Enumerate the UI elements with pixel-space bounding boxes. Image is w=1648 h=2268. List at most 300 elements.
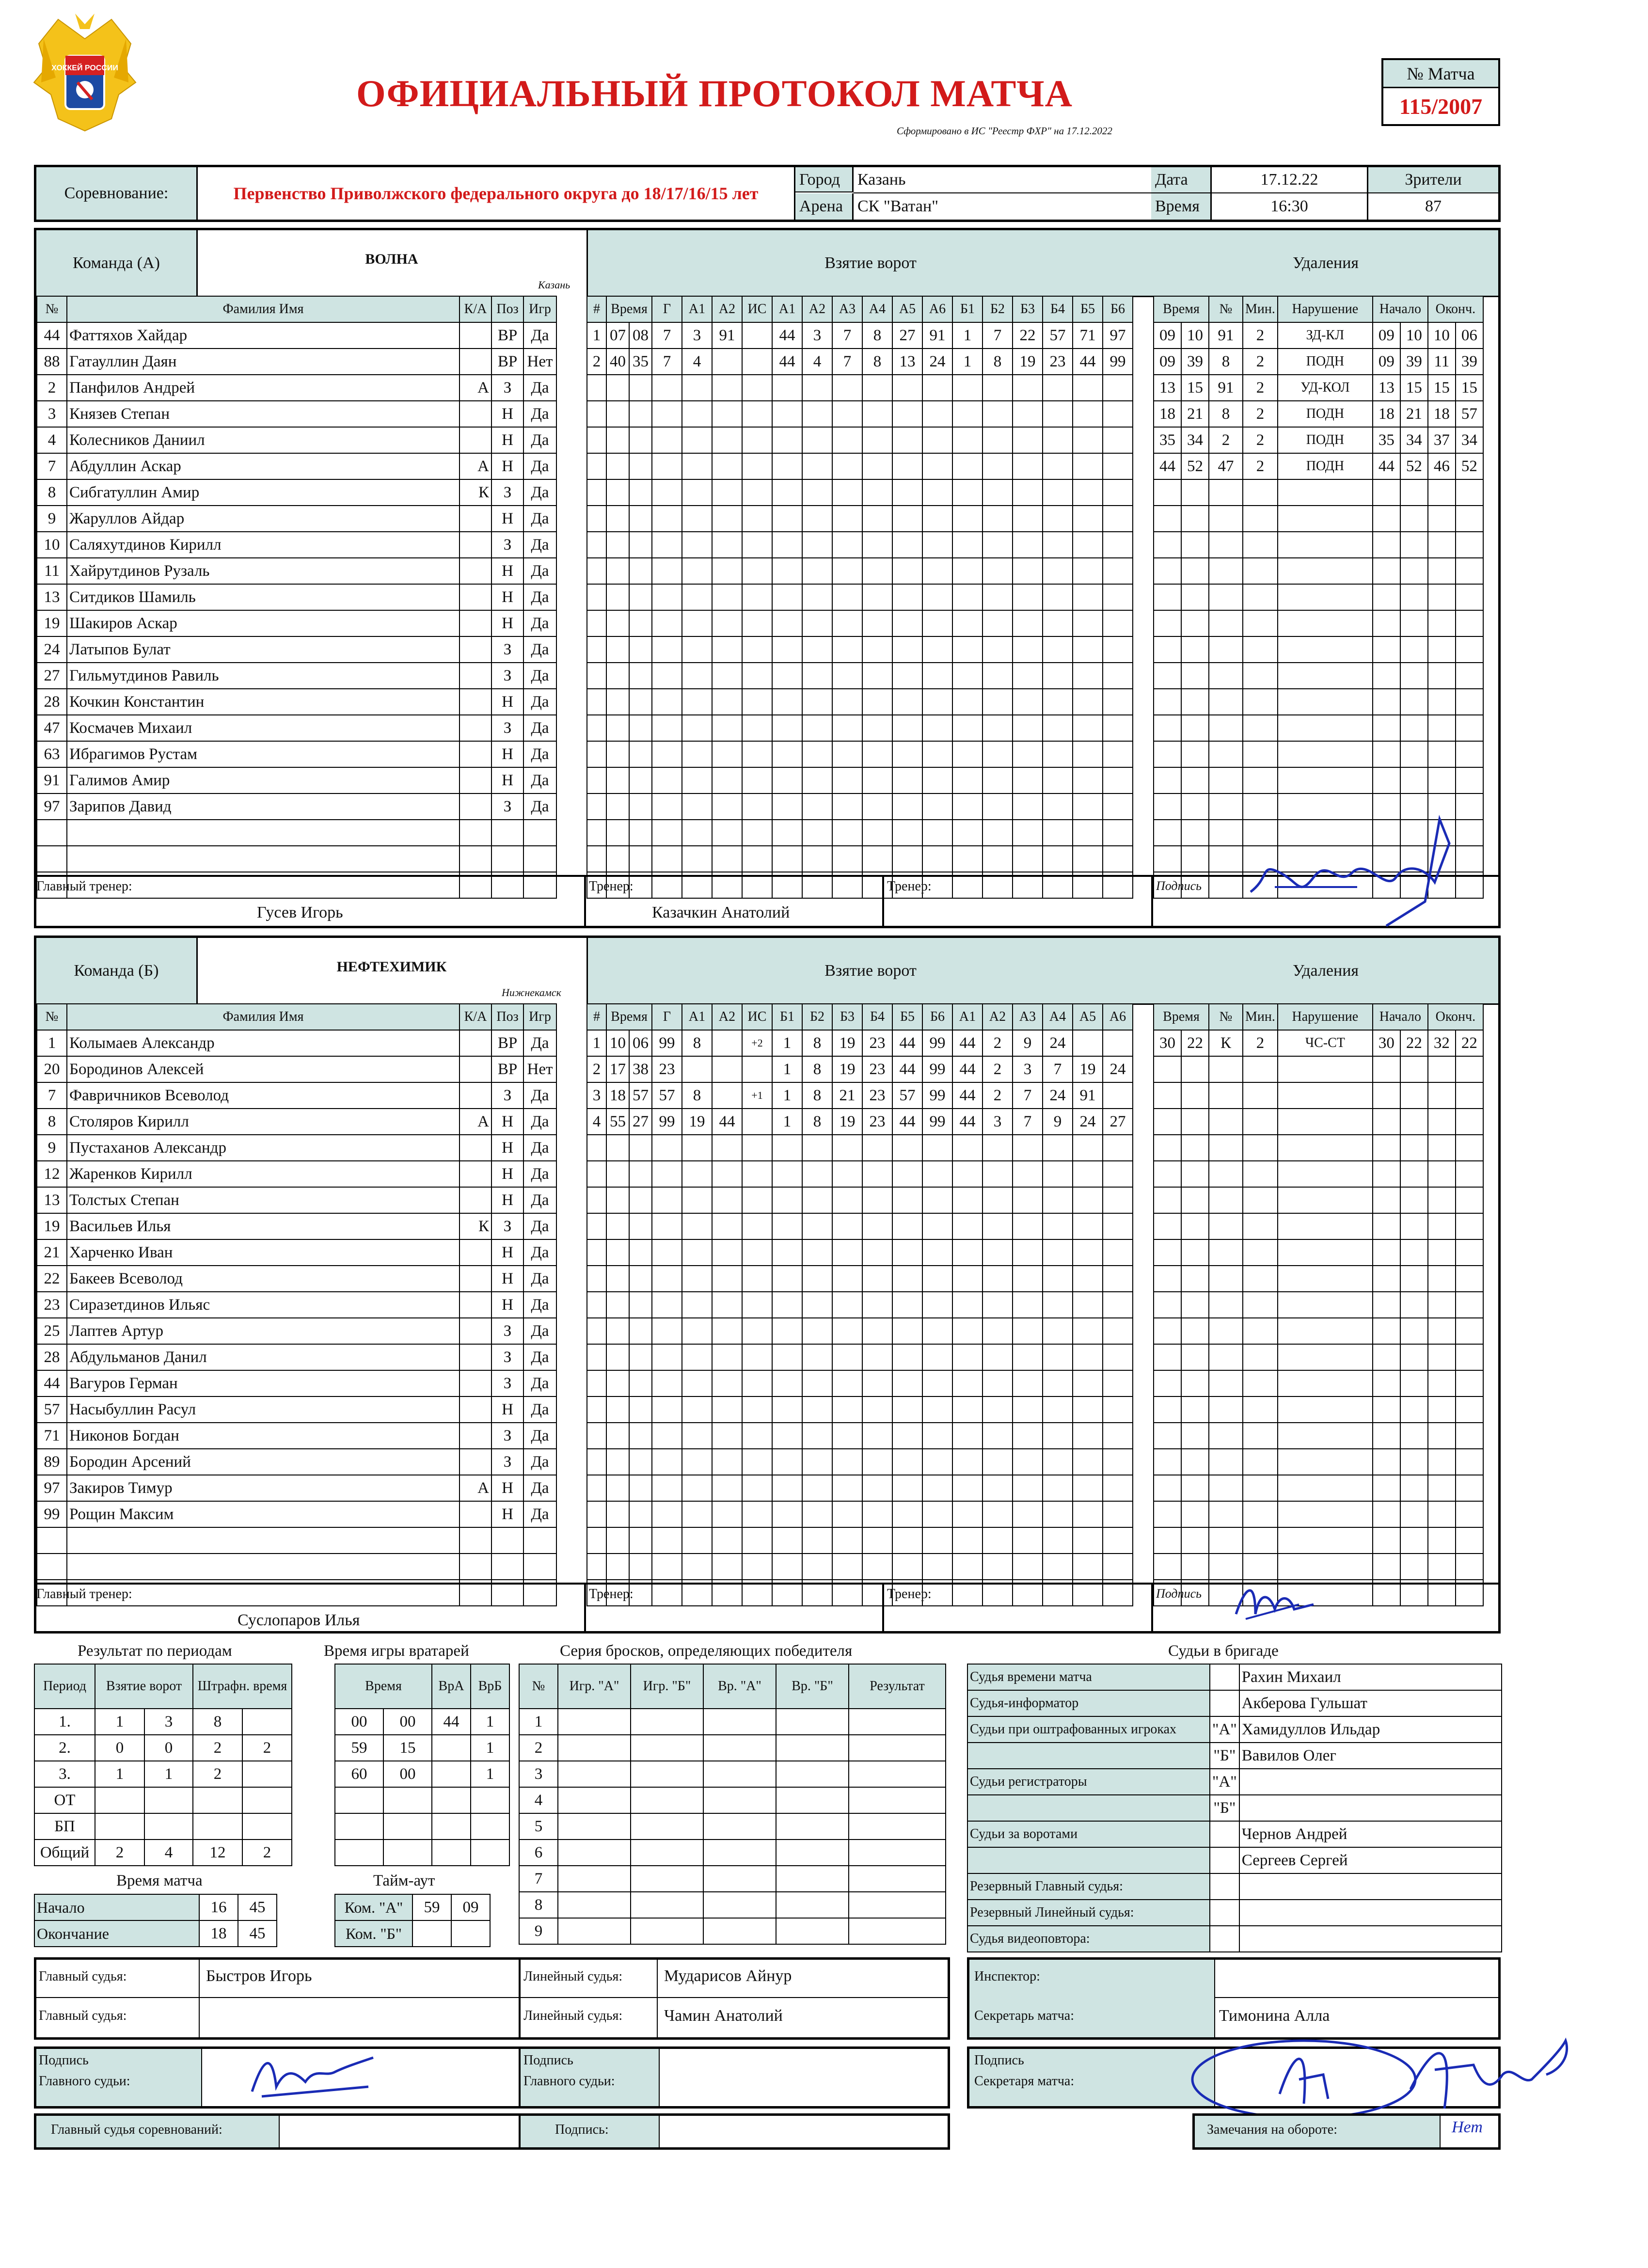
- empty-cell: [1154, 506, 1181, 532]
- goalie-row: [335, 1761, 509, 1787]
- goalie-value: 15: [383, 1735, 432, 1761]
- empty-cell: [772, 532, 802, 558]
- empty-cell: [952, 610, 982, 636]
- empty-cell: [712, 715, 742, 741]
- empty-cell: [606, 401, 629, 427]
- penalty-cell: 2: [1243, 322, 1278, 349]
- empty-cell: [772, 767, 802, 793]
- timeout-a-minutes: 59: [412, 1894, 451, 1920]
- empty-cell: [742, 1396, 772, 1423]
- penalty-cell: 18: [1373, 401, 1400, 427]
- penalty-row: [1154, 322, 1483, 349]
- empty-cell: [802, 584, 832, 610]
- empty-cell: [1209, 767, 1243, 793]
- empty-cell: [631, 1709, 703, 1735]
- empty-cell: [802, 1135, 832, 1161]
- empty-cell: [832, 1135, 862, 1161]
- player-number: 3: [37, 401, 67, 427]
- goal-row: [587, 1475, 1133, 1501]
- empty-cell: [682, 1475, 712, 1501]
- empty-cell: [772, 1527, 802, 1554]
- empty-cell: [703, 1918, 776, 1944]
- player-position: З: [491, 1370, 523, 1396]
- empty-cell: [712, 1501, 742, 1527]
- goal-cell: 55: [606, 1109, 629, 1135]
- empty-cell: [1103, 1396, 1133, 1423]
- player-position: Н: [491, 1161, 523, 1187]
- goal-row: [587, 1082, 1133, 1109]
- player-role: [460, 1292, 491, 1318]
- empty-cell: [1013, 767, 1043, 793]
- empty-cell: [982, 532, 1013, 558]
- empty-cell: [1373, 1187, 1400, 1213]
- empty-cell: [982, 1318, 1013, 1344]
- empty-cell: [1013, 427, 1043, 453]
- empty-cell: [742, 663, 772, 689]
- empty-cell: [712, 1318, 742, 1344]
- empty-cell: [1278, 767, 1373, 793]
- empty-cell: [1073, 741, 1103, 767]
- empty-cell: [1400, 506, 1428, 532]
- empty-cell: [1456, 689, 1483, 715]
- empty-cell: [1209, 1056, 1243, 1082]
- empty-cell: [892, 584, 922, 610]
- main-referee-1: Быстров Игорь: [206, 1967, 312, 1985]
- official-side: "Б": [1210, 1743, 1239, 1769]
- player-played: Да: [523, 1292, 556, 1318]
- period-value: 3: [144, 1709, 193, 1735]
- player-name: Бакеев Всеволод: [67, 1266, 460, 1292]
- empty-cell: [1428, 506, 1456, 532]
- goal-cell: 19: [832, 1030, 862, 1056]
- empty-cell: [922, 1344, 952, 1370]
- goal-row: [587, 1213, 1133, 1239]
- empty-cell: [712, 427, 742, 453]
- empty-cell: [952, 1527, 982, 1554]
- empty-cell: [1103, 689, 1133, 715]
- empty-cell: [802, 1370, 832, 1396]
- empty-cell: [652, 1292, 682, 1318]
- goalie-value: [335, 1840, 383, 1866]
- empty-cell: [629, 1213, 652, 1239]
- shootout-col-header: Вр. "А": [703, 1664, 776, 1709]
- empty-cell: [1243, 1527, 1278, 1554]
- empty-cell: [703, 1735, 776, 1761]
- empty-cell: [1181, 1292, 1209, 1318]
- empty-cell: [587, 584, 606, 610]
- empty-cell: [922, 1239, 952, 1266]
- empty-cell: [922, 610, 952, 636]
- empty-cell: [1043, 767, 1073, 793]
- empty-cell: [1154, 1501, 1181, 1527]
- empty-cell: [892, 532, 922, 558]
- empty-cell: [37, 820, 67, 846]
- player-played: Да: [523, 479, 556, 506]
- empty-cell: [832, 1161, 862, 1187]
- competition-judge-label: Главный судья соревнований:: [51, 2122, 222, 2137]
- empty-cell: [952, 741, 982, 767]
- player-played: Нет: [523, 349, 556, 375]
- empty-cell: [1428, 1449, 1456, 1475]
- empty-cell: [1243, 1423, 1278, 1449]
- penalty-row: [1154, 663, 1483, 689]
- empty-cell: [1073, 401, 1103, 427]
- empty-cell: [772, 401, 802, 427]
- empty-cell: [862, 453, 892, 479]
- empty-cell: [1013, 532, 1043, 558]
- empty-cell: [982, 1423, 1013, 1449]
- empty-cell: [682, 1187, 712, 1213]
- empty-cell: [832, 1213, 862, 1239]
- empty-cell: [776, 1918, 849, 1944]
- empty-cell: [832, 689, 862, 715]
- goalie-value: [383, 1787, 432, 1813]
- empty-cell: [1373, 584, 1400, 610]
- empty-cell: [587, 1292, 606, 1318]
- goal-cell: [1103, 1030, 1133, 1056]
- empty-cell: [952, 793, 982, 820]
- player-number: 23: [37, 1292, 67, 1318]
- empty-cell: [982, 636, 1013, 663]
- empty-cell: [631, 1840, 703, 1866]
- empty-cell: [1400, 1370, 1428, 1396]
- empty-cell: [587, 846, 606, 872]
- inspector-label: Инспектор:: [974, 1969, 1040, 1984]
- empty-cell: [1278, 1135, 1373, 1161]
- empty-cell: [1456, 715, 1483, 741]
- goal-col-header: А5: [1073, 1004, 1103, 1030]
- empty-cell: [742, 1449, 772, 1475]
- official-side: [1210, 1664, 1239, 1690]
- empty-cell: [523, 820, 556, 846]
- empty-cell: [1278, 558, 1373, 584]
- goal-col-header: Б6: [1103, 296, 1133, 322]
- empty-cell: [652, 1554, 682, 1580]
- empty-cell: [892, 1423, 922, 1449]
- player-row: [37, 1056, 556, 1082]
- player-position: З: [491, 1449, 523, 1475]
- empty-cell: [629, 427, 652, 453]
- empty-cell: [772, 1187, 802, 1213]
- goal-col-header: Г: [652, 296, 682, 322]
- empty-cell: [952, 1370, 982, 1396]
- date-label: Дата: [1151, 167, 1212, 192]
- player-played: Да: [523, 1030, 556, 1056]
- player-played: Да: [523, 1475, 556, 1501]
- empty-cell: [629, 1344, 652, 1370]
- goal-cell: 57: [1043, 322, 1073, 349]
- goal-cell: 35: [629, 349, 652, 375]
- sign-sec-line2: Секретаря матча:: [974, 2074, 1075, 2089]
- empty-cell: [1373, 1344, 1400, 1370]
- period-value: 4: [144, 1840, 193, 1866]
- penalty-cell: 10: [1400, 322, 1428, 349]
- empty-cell: [682, 820, 712, 846]
- empty-cell: [1243, 558, 1278, 584]
- empty-cell: [922, 401, 952, 427]
- empty-cell: [1373, 663, 1400, 689]
- penalty-cell: 34: [1400, 427, 1428, 453]
- empty-cell: [892, 1344, 922, 1370]
- empty-cell: [1043, 1501, 1073, 1527]
- penalty-row: [1154, 610, 1483, 636]
- empty-cell: [1181, 479, 1209, 506]
- empty-cell: [1456, 1056, 1483, 1082]
- period-value: [144, 1813, 193, 1840]
- empty-cell: [952, 375, 982, 401]
- empty-cell: [606, 846, 629, 872]
- empty-cell: [682, 741, 712, 767]
- match-start-hours: 16: [199, 1894, 238, 1920]
- player-number: 21: [37, 1239, 67, 1266]
- roster-col-header: Игр: [523, 296, 556, 322]
- empty-cell: [952, 1423, 982, 1449]
- penalty-cell: 91: [1209, 375, 1243, 401]
- penalty-cell: 10: [1428, 322, 1456, 349]
- empty-cell: [862, 1554, 892, 1580]
- empty-cell: [1043, 793, 1073, 820]
- penalty-cell: 52: [1400, 453, 1428, 479]
- pen-col-header: Начало: [1373, 296, 1428, 322]
- penalty-cell: 15: [1400, 375, 1428, 401]
- empty-cell: [652, 689, 682, 715]
- player-name: Ситдиков Шамиль: [67, 584, 460, 610]
- empty-cell: [892, 1449, 922, 1475]
- empty-cell: [67, 820, 460, 846]
- goal-cell: 10: [606, 1030, 629, 1056]
- empty-cell: [682, 715, 712, 741]
- empty-cell: [1013, 663, 1043, 689]
- goal-row: [587, 1239, 1133, 1266]
- shootout-number: 8: [519, 1892, 558, 1918]
- empty-cell: [862, 1449, 892, 1475]
- remarks-label: Замечания на обороте:: [1207, 2122, 1337, 2137]
- goal-col-header: А2: [802, 296, 832, 322]
- empty-cell: [952, 1318, 982, 1344]
- match-end-hours: 18: [199, 1920, 238, 1947]
- empty-cell: [652, 1344, 682, 1370]
- goal-cell: 7: [1013, 1109, 1043, 1135]
- empty-cell: [982, 558, 1013, 584]
- player-role: [460, 663, 491, 689]
- empty-cell: [982, 1501, 1013, 1527]
- player-name: Сибгатуллин Амир: [67, 479, 460, 506]
- empty-cell: [1400, 1475, 1428, 1501]
- goal-row: [587, 532, 1133, 558]
- empty-cell: [1013, 715, 1043, 741]
- empty-cell: [832, 479, 862, 506]
- empty-cell: [652, 401, 682, 427]
- empty-cell: [1103, 1161, 1133, 1187]
- player-role: [460, 584, 491, 610]
- empty-cell: [37, 846, 67, 872]
- empty-cell: [587, 741, 606, 767]
- empty-cell: [1456, 1109, 1483, 1135]
- empty-cell: [1043, 1344, 1073, 1370]
- empty-cell: [1400, 663, 1428, 689]
- official-side: "Б": [1210, 1795, 1239, 1821]
- empty-cell: [1243, 1266, 1278, 1292]
- empty-cell: [862, 506, 892, 532]
- goal-cell: 07: [606, 322, 629, 349]
- empty-cell: [952, 1213, 982, 1239]
- pen-col-header: Время: [1154, 296, 1209, 322]
- empty-cell: [742, 1213, 772, 1239]
- empty-cell: [742, 741, 772, 767]
- empty-cell: [1154, 1344, 1181, 1370]
- empty-cell: [606, 1318, 629, 1344]
- goal-cell: 27: [1103, 1109, 1133, 1135]
- empty-cell: [1013, 506, 1043, 532]
- empty-cell: [1043, 610, 1073, 636]
- empty-cell: [862, 1213, 892, 1239]
- empty-cell: [1456, 506, 1483, 532]
- empty-cell: [922, 1292, 952, 1318]
- goal-cell: [682, 1056, 712, 1082]
- empty-cell: [606, 427, 629, 453]
- player-row: [37, 558, 556, 584]
- goal-cell: 8: [802, 1109, 832, 1135]
- empty-cell: [682, 1370, 712, 1396]
- shootout-number: 6: [519, 1840, 558, 1866]
- empty-cell: [1400, 1239, 1428, 1266]
- empty-cell: [1073, 558, 1103, 584]
- penalty-cell: 44: [1373, 453, 1400, 479]
- empty-cell: [1278, 663, 1373, 689]
- penalty-cell: УД-КОЛ: [1278, 375, 1373, 401]
- player-role: [460, 793, 491, 820]
- empty-cell: [1181, 1318, 1209, 1344]
- official-role: Судьи при оштрафованных игроках: [967, 1716, 1210, 1743]
- empty-cell: [772, 506, 802, 532]
- goal-row: [587, 793, 1133, 820]
- official-side: [1210, 1926, 1239, 1952]
- shootout-number: 9: [519, 1918, 558, 1944]
- empty-cell: [1373, 1449, 1400, 1475]
- empty-cell: [892, 1527, 922, 1554]
- empty-cell: [629, 1370, 652, 1396]
- empty-cell: [1400, 532, 1428, 558]
- empty-cell: [1154, 558, 1181, 584]
- empty-cell: [1278, 610, 1373, 636]
- empty-cell: [1373, 1396, 1400, 1423]
- empty-cell: [67, 1554, 460, 1580]
- empty-cell: [1400, 715, 1428, 741]
- player-number: 22: [37, 1266, 67, 1292]
- empty-cell: [862, 1344, 892, 1370]
- period-value: [95, 1813, 144, 1840]
- timeout-b-minutes: [412, 1920, 451, 1947]
- empty-cell: [772, 1318, 802, 1344]
- empty-cell: [922, 1527, 952, 1554]
- empty-cell: [892, 1135, 922, 1161]
- goalie-value: [335, 1813, 383, 1840]
- goal-col-header: А3: [1013, 1004, 1043, 1030]
- player-number: 71: [37, 1423, 67, 1449]
- empty-cell: [862, 401, 892, 427]
- empty-cell: [1428, 1501, 1456, 1527]
- empty-cell: [1456, 1318, 1483, 1344]
- empty-cell: [982, 715, 1013, 741]
- empty-cell: [1154, 1370, 1181, 1396]
- empty-cell: [652, 820, 682, 846]
- empty-cell: [742, 793, 772, 820]
- player-number: 63: [37, 741, 67, 767]
- period-value: [242, 1709, 292, 1735]
- empty-cell: [1428, 1527, 1456, 1554]
- empty-cell: [587, 1396, 606, 1423]
- empty-cell: [631, 1787, 703, 1813]
- official-side: [1210, 1900, 1239, 1926]
- player-name: Бородин Арсений: [67, 1449, 460, 1475]
- period-value: [193, 1813, 242, 1840]
- empty-cell: [922, 1266, 952, 1292]
- empty-cell: [922, 1135, 952, 1161]
- official-side: [1210, 1821, 1239, 1847]
- player-row: [37, 1109, 556, 1135]
- official-row: [967, 1821, 1502, 1847]
- empty-cell: [1181, 506, 1209, 532]
- empty-cell: [982, 610, 1013, 636]
- empty-cell: [1073, 1501, 1103, 1527]
- player-row: [37, 1082, 556, 1109]
- empty-cell: [832, 1370, 862, 1396]
- goalies-title: Время игры вратарей: [324, 1642, 469, 1660]
- empty-cell: [1428, 767, 1456, 793]
- player-row: [37, 1344, 556, 1370]
- empty-cell: [1243, 1318, 1278, 1344]
- empty-cell: [587, 767, 606, 793]
- empty-cell: [682, 636, 712, 663]
- goal-row: [587, 1266, 1133, 1292]
- empty-cell: [712, 1449, 742, 1475]
- empty-cell: [587, 1344, 606, 1370]
- goal-cell: 9: [1013, 1030, 1043, 1056]
- empty-cell: [1428, 715, 1456, 741]
- penalty-row: [1154, 375, 1483, 401]
- empty-cell: [1103, 1187, 1133, 1213]
- goal-cell: 4: [802, 349, 832, 375]
- player-played: Да: [523, 741, 556, 767]
- goalie-value: [383, 1840, 432, 1866]
- goal-row: [587, 1396, 1133, 1423]
- empty-cell: [952, 558, 982, 584]
- empty-cell: [1103, 767, 1133, 793]
- empty-cell: [1181, 820, 1209, 846]
- player-played: Да: [523, 453, 556, 479]
- empty-cell: [802, 715, 832, 741]
- empty-cell: [1181, 584, 1209, 610]
- official-row: [967, 1743, 1502, 1769]
- player-row: [37, 1213, 556, 1239]
- empty-cell: [1243, 767, 1278, 793]
- empty-cell: [1209, 1501, 1243, 1527]
- goal-cell: 19: [1073, 1056, 1103, 1082]
- empty-cell: [922, 584, 952, 610]
- official-row: [967, 1900, 1502, 1926]
- empty-cell: [952, 532, 982, 558]
- empty-cell: [952, 1292, 982, 1318]
- empty-cell: [832, 1475, 862, 1501]
- empty-cell: [1243, 1213, 1278, 1239]
- empty-cell: [1428, 1161, 1456, 1187]
- empty-cell: [1209, 820, 1243, 846]
- empty-cell: [832, 1449, 862, 1475]
- empty-cell: [982, 1135, 1013, 1161]
- penalty-cell: 09: [1373, 349, 1400, 375]
- player-role: А: [460, 1475, 491, 1501]
- player-role: [460, 767, 491, 793]
